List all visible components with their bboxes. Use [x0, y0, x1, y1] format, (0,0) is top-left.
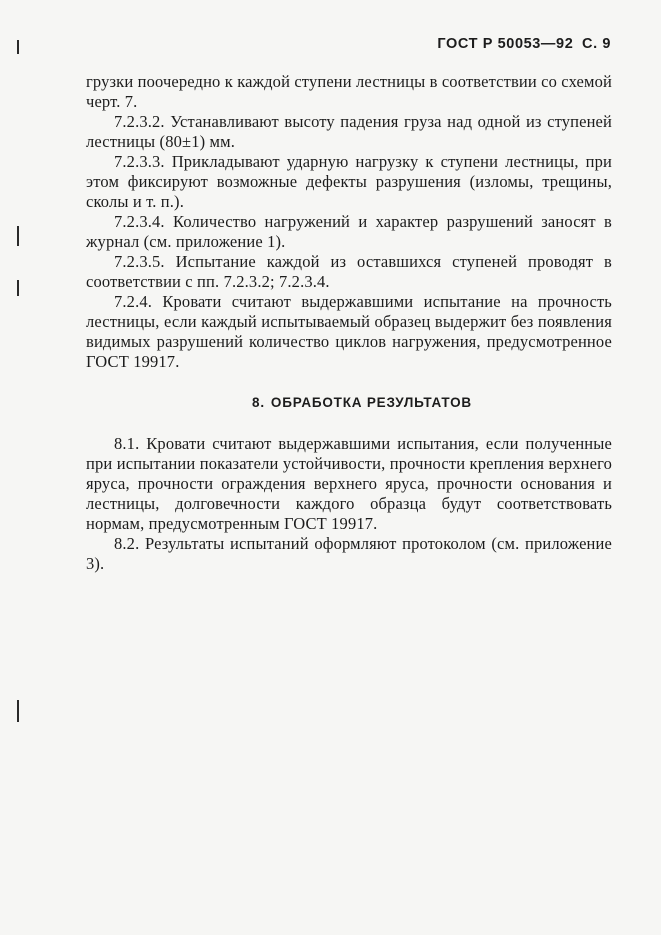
paragraph-8-2: 8.2. Результаты испытаний оформляют протоколом (см. приложение 3).: [86, 534, 612, 573]
paragraph-7-2-3-3: 7.2.3.3. Прикладывают ударную нагрузку к ступени лестницы, при этом фиксируют возможные дефекты разрушения (изломы, трещины, сколы и т. п.).: [86, 152, 612, 211]
section-heading: [86, 393, 612, 413]
paragraph-7-2-3-2: 7.2.3.2. Устанавливают высоту падения груза над одной из ступеней лестницы (80±1) мм.: [86, 112, 612, 151]
paragraph-continuation: грузки поочередно к каждой ступени лестницы в соответствии со схемой черт. 7.: [86, 72, 612, 111]
paragraph-7-2-3-5: 7.2.3.5. Испытание каждой из оставшихся ступеней проводят в соответствии с пп. 7.2.3.2; 7.2.3.4.: [86, 252, 612, 291]
section-number: 8.: [252, 395, 265, 410]
page-header: [437, 36, 611, 52]
standard-number: ГОСТ Р 50053—92: [437, 36, 574, 52]
margin-mark-lower: [17, 700, 19, 722]
section-title: ОБРАБОТКА РЕЗУЛЬТАТОВ: [270, 395, 472, 410]
document-body: [86, 72, 612, 574]
page-number: С. 9: [582, 36, 611, 52]
margin-mark-upper: [17, 226, 19, 246]
paragraph-8-1: 8.1. Кровати считают выдержавшими испытания, если полученные при испытании показатели устойчивости, прочности крепления верхнего яруса, прочности ограждения верхнего яруса, прочности основания и лестницы, долговечности каждого образца будут соответствовать нормам, предусмотренным ГОСТ 19917.: [86, 434, 612, 533]
margin-mark-top: [17, 40, 19, 54]
paragraph-7-2-4: 7.2.4. Кровати считают выдержавшими испытание на прочность лестницы, если каждый испытываемый образец выдержит без появления видимых разрушений количество циклов нагружения, предусмотренное ГОСТ 19917.: [86, 292, 612, 371]
margin-mark-middle: [17, 280, 19, 296]
paragraph-7-2-3-4: 7.2.3.4. Количество нагружений и характер разрушений заносят в журнал (см. приложение 1).: [86, 212, 612, 251]
